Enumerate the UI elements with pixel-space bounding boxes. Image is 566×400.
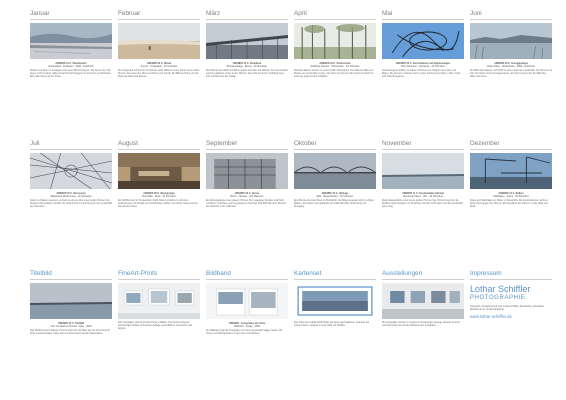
- caption-title: ABENDS · Fotografien der Serie: [228, 322, 266, 325]
- brand-subtitle: PHOTOGRAPHIE: [470, 295, 526, 301]
- caption-title: ABENDS 13 C. Titelbild: [57, 322, 85, 325]
- description-text: Wolken und Meer im dunstigen Licht eines Wintermorgens. Die Spuren der Flut liegen noch im Sand, während der Horizont langsam in der Ferne verschwindet. Eine stille Szene an der Küste.: [30, 70, 112, 79]
- caption-title: ABENDS 06 C. Honiggesänge: [494, 62, 528, 65]
- cell-september: [206, 140, 288, 266]
- photo-dezember: [470, 153, 552, 189]
- caption-sub: Kiel Hafen · Mole · 40 Schreiber: [141, 195, 176, 198]
- caption-sub: Steinhuder Meer · Ufer · 40 Schreiber: [403, 195, 443, 198]
- row-2: [30, 140, 552, 266]
- photo-bildband: [206, 283, 288, 319]
- caption-sub: Stadthafen · Kräne · 40 Schreiber: [493, 195, 529, 198]
- cell-august: [118, 140, 200, 266]
- caption-sub: Brückenanlage · Elmas · 40 Schreiber: [226, 65, 268, 68]
- photo-oktober: [294, 153, 376, 189]
- photo-caption: [382, 62, 464, 68]
- photo-caption: [206, 62, 288, 68]
- caption-sub: Berlin · Neubau · 100 Maschen: [230, 195, 264, 198]
- caption-sub: Rotes Haus · Heidenhöhe · 2008 · Fotodruck: [487, 65, 535, 68]
- photo-caption: [294, 62, 376, 68]
- section-title: Ausstellungen: [382, 270, 464, 280]
- photo-caption: [470, 192, 552, 198]
- caption-title: ABENDS 04 C. Pinienschön: [319, 62, 351, 65]
- photo-caption: [206, 322, 288, 328]
- photo-maerz: [206, 23, 288, 59]
- month-title: Oktober: [294, 140, 376, 150]
- month-title: Januar: [30, 10, 112, 20]
- description-text: Eine Brücke über den Fluss im Herbstlicht. Die Bögen spiegeln sich im ruhigen Wasser, die Farben sind gedämpft. Ein stilles Bild über Verbindung und Übergang.: [294, 200, 375, 209]
- description-text: Das Kartenset enthält zwölf Motive der Serie als Postkarten. Gedruckt auf festem Karton, verpackt in einer Hülle mit Titelbild.: [294, 322, 369, 328]
- caption-sub: Mittelstand Modemosee · 40 Schreiber: [50, 195, 92, 198]
- month-title: Februar: [118, 10, 200, 20]
- cell-februar: [118, 10, 200, 136]
- caption-sub: Bildband · Verlag · 2008: [234, 325, 260, 328]
- caption-title: ABENDS 08 C. Westgerippe: [143, 192, 175, 195]
- cell-titelbild: [30, 270, 112, 396]
- photo-august: [118, 153, 200, 189]
- cell-juni: [470, 10, 552, 136]
- photo-januar: [30, 23, 112, 59]
- description-text: Kräne und Stahlträger am Hafen im Winterlicht. Die Konstruktionen zeichnen klare Linien gegen den Himmel. Ein Abschluss des Jahres in Grau, Blau und Weiß.: [470, 200, 549, 209]
- section-title: Impressum: [470, 270, 552, 280]
- caption-sub: Amrum · Kniepsand · 40 Schreiber: [140, 65, 178, 68]
- month-title: Mai: [382, 10, 464, 20]
- photo-november: [382, 153, 464, 189]
- description-text: Schlanke Bäume stehen vor einem hellen Hintergrund. Die Stämme bilden ein Muster aus senkrechten Linien, das Grün der Kronen wirkt weich und leicht im Licht des beginnenden Frühjahrs.: [294, 70, 374, 79]
- month-title: März: [206, 10, 288, 20]
- month-title: Dezember: [470, 140, 552, 150]
- photo-caption: [294, 192, 376, 198]
- photo-caption: [30, 192, 112, 198]
- cell-impressum: [470, 270, 552, 396]
- website-link[interactable]: www.lothar-schiffler.de: [470, 314, 512, 320]
- caption-title: ABENDS 01 C. Wrackinseln: [55, 62, 87, 65]
- month-title: April: [294, 10, 376, 20]
- photo-fineart: [118, 283, 200, 319]
- section-title: FineArt-Prints: [118, 270, 200, 280]
- photo-caption: [30, 322, 112, 328]
- photo-caption: [118, 62, 200, 68]
- month-title: November: [382, 140, 464, 150]
- description-text: Der Bildband zeigt die Fotografien der Serie auf großformatigen Seiten. Mit Texten und Hintergründen zu den Orten und Motiven.: [206, 330, 283, 336]
- description-text: Eine Brücke aus Stahl und Beton spannt sich über das Wasser. Die Konstruktion zeichnet grafische Linien in den Himmel, das Licht des frühen Frühlings liegt kühl und klar über der Anlage.: [206, 70, 288, 79]
- caption-title: ABENDS 11 C. Kontinentaler Himmel: [402, 192, 444, 195]
- description-text: Der Kniepsand auf Amrum im Februar: weite Flächen, feiner Sand und ein heller Himmel. Die Linien der Dünen zeichnen sich zart ab. Ein Bild der Ruhe und der Weite am Rand des Meeres.: [118, 70, 200, 79]
- month-title: Juni: [470, 10, 552, 20]
- cell-dezember: [470, 140, 552, 266]
- description-text: Kabel und Masten spannen ein Netz aus Linien über einen hellen Himmel. Die Struktur wirkt grafisch und klar, die Technik wird zur Zeichnung in der Landschaft des Sommers.: [30, 200, 112, 209]
- description-text: Ein Blick über Wasser und Schilf zu einer entfernten Landschaft. Der Sommer ist hell, die Farben sind zurückgenommen, die Stimmung ist still. Ein Bild über Nähe und Ferne.: [470, 70, 552, 79]
- brand-name: Lothar Schiffler: [470, 284, 531, 294]
- month-title: August: [118, 140, 200, 150]
- caption-title: ABENDS 07 C. Rennoeste: [56, 192, 86, 195]
- caption-sub: Soho Neuhaus · Lanzarote · 40 Schreiber: [400, 65, 446, 68]
- photo-juli: [30, 153, 112, 189]
- photo-caption: [118, 192, 200, 198]
- brand-block: [470, 284, 552, 302]
- cell-april: [294, 10, 376, 136]
- caption-sub: Südlicher Westen · Höhenreiter · 40 Schreiber: [310, 65, 360, 68]
- caption-sub: Nordersand · Festlegen · 2008 · Fotodruck: [48, 65, 94, 68]
- photo-april: [294, 23, 376, 59]
- description-text: Die Fotografien wurden in mehreren Ausstellungen gezeigt. Aktuelle Termine und Orte finden Sie auf der Webseite des Fotografen.: [382, 322, 460, 328]
- caption-title: ABENDS 03 C. Paradiese: [232, 62, 262, 65]
- row-3: [30, 270, 552, 396]
- cell-kartenset: [294, 270, 376, 396]
- photo-september: [206, 153, 288, 189]
- row-1: [30, 10, 552, 136]
- cell-ausstellungen: [382, 270, 464, 396]
- description-text: Fotografie, Gestaltung und Text: Lothar Schiffler. Alle Rechte vorbehalten. Nachdruck nur mit Genehmigung.: [470, 306, 545, 312]
- description-text: Ein Schiffsrumpf im Trockendock: Stahl, Rost und Farbe im Licht des Spätsommers. Die Details der Konstruktion erzählen von Arbeit, Reise und der Zeit auf dem Meer.: [118, 200, 198, 209]
- description-text: Weite Wasserfläche unter einem großen Himmel. Der Horizont liegt tief, die Wolken ziehen langsam. Im November wird das Licht weich und die Landschaft ganz ruhig.: [382, 200, 463, 209]
- description-text: Geschwungene Drähte vor blauem Himmel: eine Skulptur aus Linien und Bögen. Die Formen verbinden sich zu einer Zeichnung im Raum, offen, leicht und voller Bewegung.: [382, 70, 461, 79]
- photo-kartenset: [294, 283, 376, 319]
- photo-ausstellungen: [382, 283, 464, 319]
- cell-bildband: [206, 270, 288, 396]
- photo-titelbild: [30, 283, 112, 319]
- photo-caption: [382, 192, 464, 198]
- cell-november: [382, 140, 464, 266]
- cell-oktober: [294, 140, 376, 266]
- description-text: Ein Abrissgebäude unter grauem Himmel. Die freigelegte Struktur zeigt Stahl und Beton, Schichten einer vergangenen Nutzung. Das Bild hält einen Moment des Wandels in der Stadt fest.: [206, 200, 287, 209]
- cell-mai: [382, 10, 464, 136]
- photo-februar: [118, 23, 200, 59]
- description-text: Das Titelbild vereint Wasser, Himmel und Licht. Ein Bild, das die Stimmung der Serie zusammenfasst: ruhig, weit und konzentriert auf das Wesentliche.: [30, 330, 110, 336]
- cell-maerz: [206, 10, 288, 136]
- section-title: Bildband: [206, 270, 288, 280]
- caption-title: ABENDS 02 C. Wüste: [146, 62, 172, 65]
- caption-title: ABENDS 10 C. Uferlage: [321, 192, 349, 195]
- cell-juli: [30, 140, 112, 266]
- cell-januar: [30, 10, 112, 136]
- section-title: Kartenset: [294, 270, 376, 280]
- caption-title: ABENDS 05 C. Konstruktion und Abgrenzungen: [395, 62, 451, 65]
- caption-sub: über die Stadt im Norden · Elbe · 2008: [50, 325, 92, 328]
- month-title: Juli: [30, 140, 112, 150]
- month-title: September: [206, 140, 288, 150]
- description-text: Alle Fotografien sind als FineArt-Prints erhältlich. Der Druck erfolgt auf hochwertigem Papier in limitierter Auflage, jedes Blatt ist nummeriert und signiert.: [118, 322, 192, 331]
- caption-title: ABENDS 12 C. Balken: [498, 192, 524, 195]
- cell-fineart-prints: [118, 270, 200, 396]
- caption-sub: Elbe · Bogenbrücke · 40 Schreiber: [316, 195, 354, 198]
- photo-juni: [470, 23, 552, 59]
- section-title: Titelbild: [30, 270, 112, 280]
- photo-caption: [30, 62, 112, 68]
- photo-caption: [206, 192, 288, 198]
- caption-title: ABENDS 09 C. Abriss: [234, 192, 260, 195]
- photo-caption: [470, 62, 552, 68]
- photo-mai: [382, 23, 464, 59]
